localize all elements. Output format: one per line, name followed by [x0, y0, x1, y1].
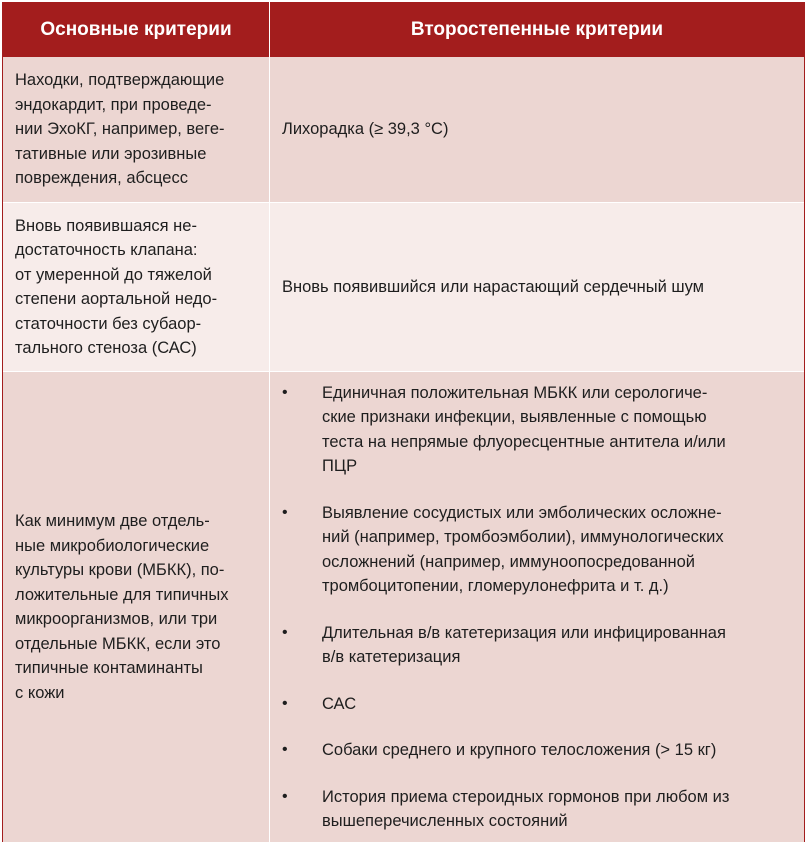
major-criterion-cell — [3, 57, 270, 202]
bullet-icon: • — [282, 741, 288, 758]
bullet-text: Длительная в/в катетеризация или инфицированная в/в катетеризация — [322, 623, 726, 666]
table-row — [3, 57, 804, 202]
minor-criterion-cell — [270, 372, 804, 842]
bullet-text: Единичная положительная МБКК или серологиче- ские признаки инфекции, выявленные с помощью теста на непрямые флуоресцентные антитела и/или ПЦР — [322, 383, 726, 475]
major-criterion-text: Вновь появившаяся не- достаточность клапана: от умеренной до тяжелой степени аортальной недо- статочности без субаор- тального стеноза (САС) — [15, 216, 218, 357]
list-item — [282, 692, 792, 717]
criteria-table — [2, 2, 805, 842]
minor-criterion-cell — [270, 203, 804, 371]
bullet-text: САС — [322, 694, 357, 713]
list-item — [282, 621, 792, 670]
major-criterion-text: Находки, подтверждающие эндокардит, при проведе- нии ЭхоКГ, например, веге- тативные или эрозивные повреждения, абсцесс — [15, 71, 225, 188]
minor-criterion-text: Вновь появившийся или нарастающий сердечный шум — [282, 277, 705, 296]
major-criterion-cell — [3, 203, 270, 371]
list-item — [282, 381, 792, 479]
minor-criteria-bullet-list — [282, 381, 792, 834]
bullet-text: Собаки среднего и крупного телосложения (> 15 кг) — [322, 741, 717, 759]
minor-criterion-text: Лихорадка (≥ 39,3 °С) — [282, 120, 449, 139]
bullet-icon: • — [282, 503, 288, 521]
list-item — [282, 785, 792, 834]
table-row — [3, 202, 804, 371]
table-row — [3, 371, 804, 842]
bullet-icon: • — [282, 383, 288, 401]
major-criterion-text: Как минимум две отдель- ные микробиологические культуры крови (МБКК), по- ложительные для типичных микроорганизмов, или три отдельные МБКК, если это типичные контаминанты с кожи — [15, 512, 229, 702]
major-criterion-cell — [3, 372, 270, 842]
minor-criterion-cell — [270, 57, 804, 202]
bullet-icon: • — [282, 787, 288, 805]
header-minor-criteria: Второстепенные критерии — [410, 18, 664, 40]
table-header — [3, 2, 804, 57]
list-item — [282, 738, 792, 763]
bullet-text: История приема стероидных гормонов при любом из вышеперечисленных состояний — [322, 787, 730, 830]
bullet-icon: • — [282, 623, 288, 641]
list-item — [282, 501, 792, 599]
bullet-text: Выявление сосудистых или эмболических осложне- ний (например, тромбоэмболии), иммунологических осложнений (например, иммуноопосредованной тромбоцитопении, гломерулонефрита и т. д.) — [322, 503, 724, 595]
header-major-criteria: Основные критерии — [3, 2, 270, 57]
bullet-icon: • — [282, 694, 288, 712]
